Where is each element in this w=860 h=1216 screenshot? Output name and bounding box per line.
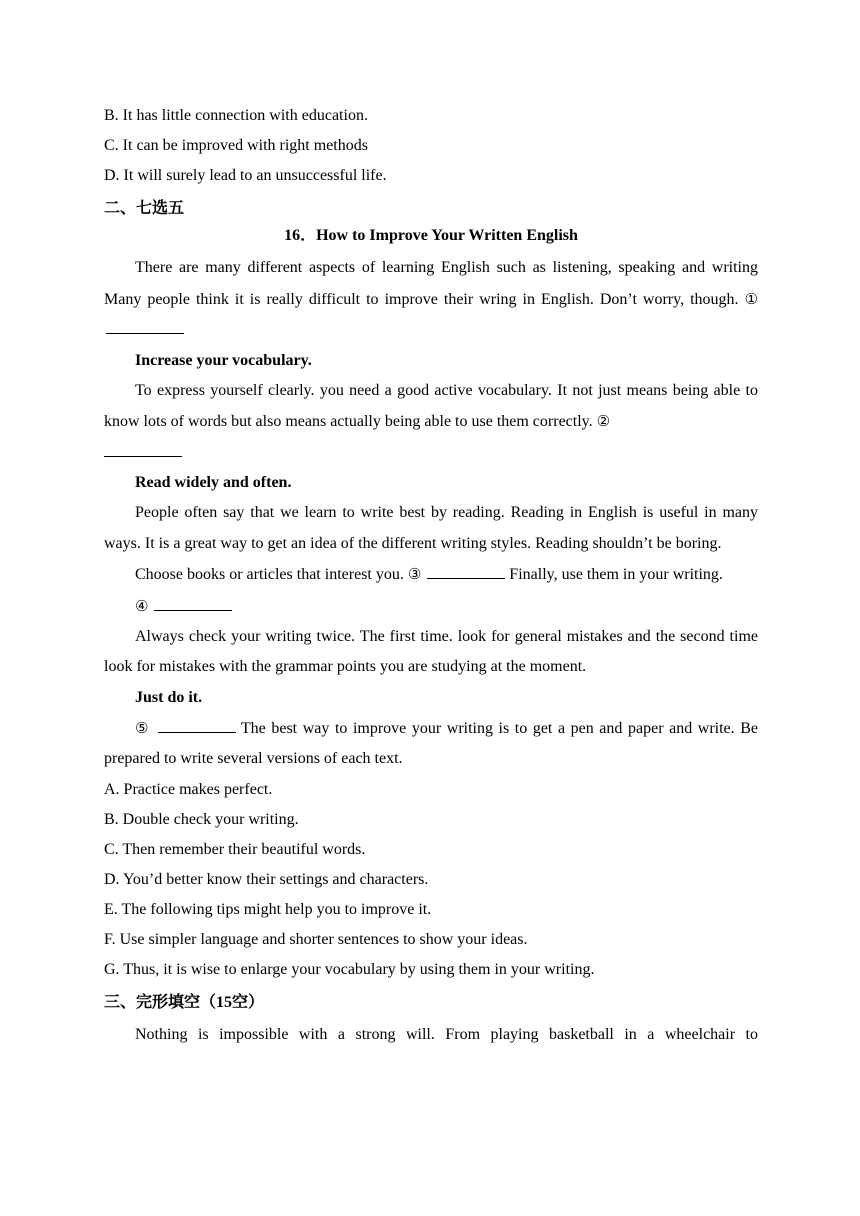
blank-marker-3: ③ xyxy=(407,565,422,583)
blank-line-4 xyxy=(104,591,758,622)
option-b: B. It has little connection with education. xyxy=(104,107,368,124)
blank-marker-5: ⑤ xyxy=(135,718,151,737)
option-c: C. It can be improved with right methods xyxy=(104,137,368,154)
paragraph-vocabulary xyxy=(104,376,758,469)
cloze-title-number: 15 xyxy=(216,993,233,1011)
document-page xyxy=(104,101,758,1050)
blank-marker-2: ② xyxy=(596,412,611,430)
choice-option: C. Then remember their beautiful words. xyxy=(104,840,366,858)
heading-read-widely: Read widely and often. xyxy=(135,474,292,491)
para3-end: Finally, use them in your writing. xyxy=(509,566,723,583)
answer-blank-1[interactable] xyxy=(106,319,184,334)
intro-text: There are many different aspects of learning English such as listening, speaking and writing Many people think it is really difficult to improve their wring in English. Don’t worry, though. xyxy=(104,259,758,308)
choice-option: D. You’d better know their settings and characters. xyxy=(104,870,429,888)
paragraph-check-writing: Always check your writing twice. The first time. look for general mistakes and the second time look for mistakes with the grammar points you are studying at the moment. xyxy=(104,627,758,675)
heading-vocabulary: Increase your vocabulary. xyxy=(135,351,312,369)
choice-option: F. Use simpler language and shorter sentences to show your ideas. xyxy=(104,930,528,948)
cloze-intro: Nothing is impossible with a strong will. From playing basketball in a wheelchair to xyxy=(135,1025,758,1043)
paragraph-choose-books xyxy=(104,559,758,591)
answer-blank-2[interactable] xyxy=(104,442,182,457)
para1-text: To express yourself clearly. you need a good active vocabulary. It not just means being able to know lots of words but also means actually being able to use them correctly. xyxy=(104,381,758,430)
cloze-title-prefix: 三、完形填空（ xyxy=(104,991,217,1011)
paragraph-just-do-it xyxy=(104,713,758,775)
choice-option: E. The following tips might help you to improve it. xyxy=(104,900,432,918)
paragraph-reading: People often say that we learn to write best by reading. Reading in English is useful in many ways. It is a great way to get an idea of the different writing styles. Reading shouldn’t be boring. xyxy=(104,504,758,552)
blank-marker-1: ① xyxy=(744,289,759,308)
choice-option: B. Double check your writing. xyxy=(104,810,299,828)
cloze-title-suffix: 空） xyxy=(232,991,265,1011)
option-d: D. It will surely lead to an unsuccessful life. xyxy=(104,167,387,184)
section-title-seven-choose-five: 二、七选五 xyxy=(104,198,185,217)
answer-blank-5[interactable] xyxy=(158,718,236,733)
passage-title: 16．How to Improve Your Written English xyxy=(284,227,578,244)
answer-blank-3[interactable] xyxy=(427,564,505,579)
section-title-cloze xyxy=(104,985,758,1020)
choice-option: G. Thus, it is wise to enlarge your vocabulary by using them in your writing. xyxy=(104,960,595,978)
blank-marker-4: ④ xyxy=(135,596,149,615)
choice-option: A. Practice makes perfect. xyxy=(104,780,273,798)
heading-just-do-it: Just do it. xyxy=(135,688,203,706)
para3-start: Choose books or articles that interest you. xyxy=(135,566,404,583)
passage-intro xyxy=(104,253,758,346)
answer-blank-4[interactable] xyxy=(154,596,232,611)
para5-text: The best way to improve your writing is to get a pen and paper and write. Be prepared to write several versions of each text. xyxy=(104,719,758,767)
